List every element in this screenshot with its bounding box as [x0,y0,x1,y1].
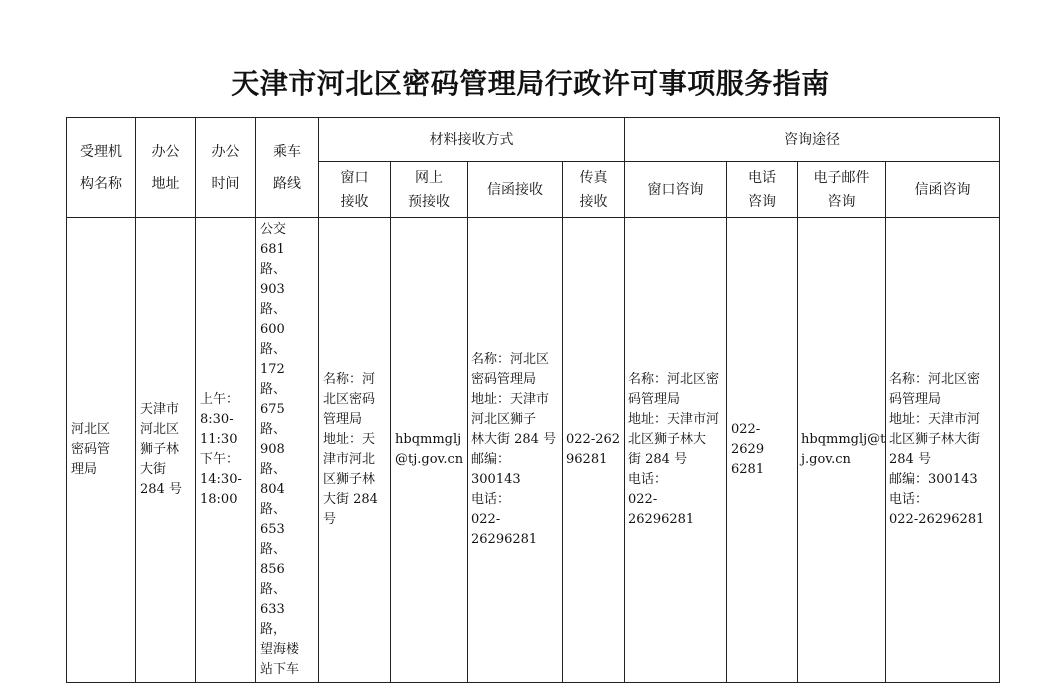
text-line: hbqmmglj [395,432,462,447]
text-line: 津市河北 [323,452,376,467]
header-fax-receive [563,162,625,218]
text-line: 903 路、 [260,282,287,317]
text-line: 电话： [889,492,929,507]
cell-agency-name [67,218,136,683]
cell-fax-receive [563,218,625,683]
text-line: 地址 [151,175,180,192]
text-line: 名称：河北区密 [889,372,981,387]
text-line: 乘车 [273,143,301,160]
text-line: 地址：天津市河 [889,412,981,427]
text-line: 675 路、 [260,402,287,437]
text-line: 狮子林 [140,442,180,457]
text-line: 接收 [579,193,608,210]
text-line: 街 284 号 [628,452,688,467]
text-line: 构名称 [80,175,122,192]
text-line: 名称：河北区密 [628,372,720,387]
text-line: 区狮子林 [323,472,376,487]
cell-bus-routes [256,218,319,683]
header-email-consult [798,162,886,218]
text-line: 邮编：300143 [889,472,978,487]
text-line: 600 路、 [260,322,287,357]
text-line: 名称：河北区 [471,352,550,367]
cell-window-consult [625,218,727,683]
text-line: @tj.gov.cn [395,452,464,467]
text-line: 908 路、 [260,442,287,477]
text-line: 022-26296281 [889,512,985,527]
text-line: 号 [323,512,337,527]
header-window-consult: 窗口咨询 [625,162,727,218]
text-line: 咨询 [748,193,776,210]
cell-office-address [136,218,196,683]
text-line: 上午： [200,392,240,407]
text-line: 电话 [748,169,776,186]
text-line: 路线 [273,175,301,192]
text-line: 6281 [731,462,765,477]
text-line: 办公 [151,143,180,160]
text-line: 电话： [628,472,668,487]
text-line: 传真 [579,169,608,186]
text-line: 天津市 [140,402,180,417]
header-phone-consult [727,162,798,218]
header-office-hours [196,118,256,218]
text-line: 下午： [200,452,240,467]
text-line: 022-262 [566,432,621,447]
text-line: 电子邮件 [813,169,870,186]
header-agency-name [67,118,136,218]
text-line: 284 号 [140,482,182,497]
text-line: 172 路、 [260,362,287,397]
text-line: 公交 [260,222,287,237]
text-line: 11:30 [200,432,238,447]
text-line: 681 路、 [260,242,287,277]
text-line: 633 路， [260,602,287,637]
header-mail-consult: 信函咨询 [886,162,1000,218]
text-line: 预接收 [408,193,450,210]
cell-window-receive [319,218,391,683]
header-online-receive [391,162,468,218]
text-line: j.gov.cn [801,452,851,467]
text-line: 地址：天 [323,432,376,447]
document-title: 天津市河北区密码管理局行政许可事项服务指南 [231,67,830,100]
text-line: 大街 [140,462,167,477]
service-guide-table [66,117,1000,683]
text-line: 地址：天津市河 [628,412,720,427]
text-line: 望海楼 [260,642,300,657]
text-line: 653 路、 [260,522,287,557]
text-line: 办公 [211,143,240,160]
text-line: 022-26296281 [628,492,695,527]
text-line: 大街 284 [323,492,378,507]
cell-mail-consult [886,218,1000,683]
cell-phone-consult [727,218,798,683]
text-line: 时间 [211,175,240,192]
text-line: 受理机 [80,143,122,160]
text-line: 8:30- [200,412,234,427]
cell-online-receive [391,218,468,683]
text-line: 14:30- [200,472,242,487]
header-office-address [136,118,196,218]
text-line: 284 号 [889,452,931,467]
cell-office-hours [196,218,256,683]
text-line: 名称：河 [323,372,376,387]
text-line: 窗口 [340,169,369,186]
text-line: 856 路、 [260,562,287,597]
header-material-group: 材料接收方式 [319,118,625,162]
text-line: 码管理局 [889,392,942,407]
text-line: 理局 [71,462,98,477]
text-line: 咨询 [827,193,856,210]
text-line: 18:00 [200,492,238,507]
text-line: 804 路、 [260,482,287,517]
text-line: 河北区 [71,422,111,437]
text-line: hbqmmglj@t [801,432,886,447]
text-line: 河北区狮子 [471,412,537,427]
text-line: 022-26296281 [471,512,538,547]
text-line: 北区狮子林大 [628,432,707,447]
text-line: 接收 [340,193,369,210]
cell-mail-receive [468,218,563,683]
text-line: 北区狮子林大街 [889,432,981,447]
text-line: 96281 [566,452,608,467]
text-line: 电话： [471,492,511,507]
text-line: 022-2629 [731,422,765,457]
header-bus-routes [256,118,319,218]
text-line: 站下车 [260,662,300,677]
text-line: 邮编：300143 [471,452,521,487]
header-consult-group: 咨询途径 [625,118,1000,162]
text-line: 地址：天津市 [471,392,550,407]
header-window-receive [319,162,391,218]
cell-email-consult [798,218,886,683]
text-line: 北区密码 [323,392,376,407]
text-line: 管理局 [323,412,363,427]
text-line: 林大街 284 号 [471,432,557,447]
text-line: 密码管 [71,442,111,457]
text-line: 河北区 [140,422,180,437]
text-line: 码管理局 [628,392,681,407]
text-line: 密码管理局 [471,372,537,387]
header-mail-receive: 信函接收 [468,162,563,218]
text-line: 网上 [415,169,443,186]
